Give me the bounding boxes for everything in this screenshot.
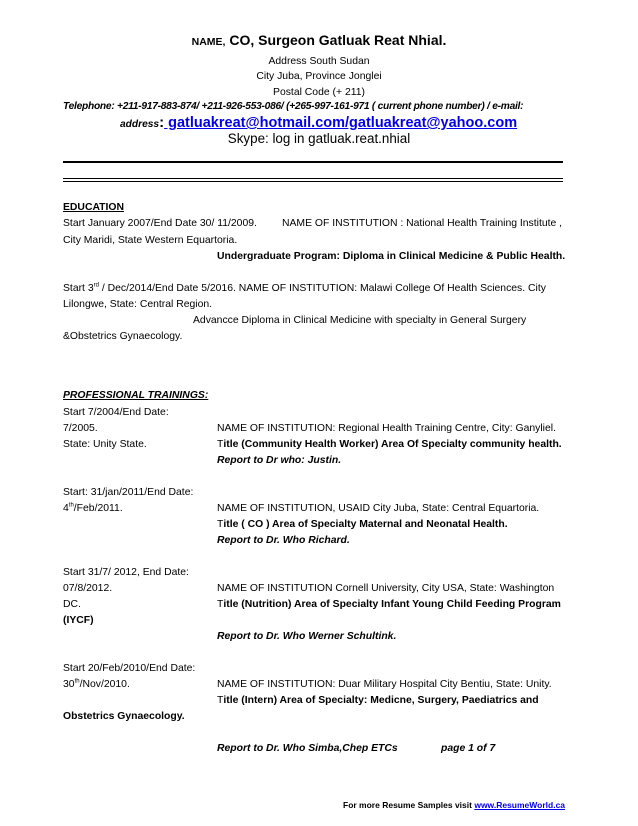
t1-end: 7/2005. bbox=[63, 423, 98, 434]
t2-report: Report to Dr. Who Richard. bbox=[217, 535, 350, 546]
t3-institution: NAME OF INSTITUTION Cornell University, City USA, State: Washington bbox=[217, 583, 555, 594]
footer-text: For more Resume Samples visit bbox=[343, 800, 475, 810]
t4-specialty: Obstetrics Gynaecology. bbox=[63, 711, 185, 722]
edu2-program: Advancce Diploma in Clinical Medicine with specialty in General Surgery bbox=[193, 315, 527, 326]
t3-end: 07/8/2012. bbox=[63, 583, 113, 594]
telephone-line: Telephone: +211-917-883-874/ +211-926-553-086/ (+265-997-161-971 ( current phone number) / e-mail: bbox=[63, 101, 524, 112]
email-link[interactable]: gatluakreat@hotmail.com/gatluakreat@yahoo.com bbox=[164, 115, 518, 131]
resume-name bbox=[0, 32, 638, 51]
t1-report: Report to Dr who: Justin. bbox=[217, 455, 342, 466]
edu2-location: Lilongwe, State: Central Region. bbox=[63, 299, 213, 310]
t1-state: State: Unity State. bbox=[63, 439, 147, 450]
t3-title-initial: T bbox=[217, 599, 224, 610]
edu2-sup: rd bbox=[93, 282, 99, 289]
t4-title-initial: T bbox=[217, 695, 224, 706]
skype-line: Skype: log in gatluak.reat.nhial bbox=[227, 131, 411, 146]
footer-link[interactable]: www.ResumeWorld.ca bbox=[474, 800, 566, 810]
t1-title-initial: T bbox=[217, 439, 224, 450]
address-label: address bbox=[120, 119, 160, 130]
t2-title bbox=[217, 518, 508, 531]
t4-end-day: 30 bbox=[63, 679, 75, 690]
t1-start: Start 7/2004/End Date: bbox=[63, 407, 169, 418]
t3-report: Report to Dr. Who Werner Schultink. bbox=[217, 631, 397, 642]
edu2-start: Start 3 bbox=[63, 283, 94, 294]
t4-end-rest: /Nov/2010. bbox=[79, 679, 130, 690]
t3-title-text: itle (Nutrition) Area of Specialty Infant Young Child Feeding Program bbox=[223, 599, 561, 610]
address-line-3: Postal Code (+ 211) bbox=[273, 87, 365, 98]
trainings-heading: PROFESSIONAL TRAININGS: bbox=[63, 390, 209, 401]
page-number: page 1 of 7 bbox=[441, 743, 496, 754]
t4-end-sup: th bbox=[74, 678, 80, 685]
address-line-1: Address South Sudan bbox=[268, 56, 370, 67]
t2-end bbox=[63, 502, 123, 515]
t2-title-text: itle ( CO ) Area of Specialty Maternal and Neonatal Health. bbox=[223, 519, 508, 530]
t2-end-sup: th bbox=[68, 502, 74, 509]
address-colon: : bbox=[159, 114, 165, 131]
t4-end bbox=[63, 678, 130, 691]
t2-start: Start: 31/jan/2011/End Date: bbox=[63, 487, 194, 498]
edu1-institution: NAME OF INSTITUTION : National Health Training Institute , bbox=[282, 218, 563, 229]
t2-title-initial: T bbox=[217, 519, 224, 530]
edu1-location: City Maridi, State Western Equartoria. bbox=[63, 235, 238, 246]
t4-title-text: itle (Intern) Area of Specialty: Medicne, Surgery, Paediatrics and bbox=[223, 695, 539, 706]
divider-top bbox=[63, 161, 563, 163]
t2-end-day: 4 bbox=[63, 503, 69, 514]
t3-abbrev: (IYCF) bbox=[63, 615, 94, 626]
edu1-dates: Start January 2007/End Date 30/ 11/2009. bbox=[63, 218, 257, 229]
t3-title bbox=[217, 598, 561, 611]
divider-double-1 bbox=[63, 178, 563, 179]
address-line-2: City Juba, Province Jonglei bbox=[256, 71, 382, 82]
t3-start: Start 31/7/ 2012, End Date: bbox=[63, 567, 189, 578]
t1-title bbox=[217, 438, 562, 451]
t1-title-text: itle (Community Health Worker) Area Of Specialty community health. bbox=[223, 439, 562, 450]
footer bbox=[343, 800, 565, 811]
edu1-program: Undergraduate Program: Diploma in Clinical Medicine & Public Health. bbox=[217, 251, 566, 262]
education-heading: EDUCATION bbox=[63, 202, 124, 213]
t1-institution: NAME OF INSTITUTION: Regional Health Training Centre, City: Ganyliel. bbox=[217, 423, 556, 434]
edu2-rest: / Dec/2014/End Date 5/2016. NAME OF INSTITUTION: Malawi College Of Health Sciences. City bbox=[98, 283, 546, 294]
name-value: CO, Surgeon Gatluak Reat Nhial. bbox=[225, 32, 447, 48]
edu2-specialty: &Obstetrics Gynaecology. bbox=[63, 331, 183, 342]
t4-report: Report to Dr. Who Simba,Chep ETCs bbox=[217, 743, 398, 754]
t4-start: Start 20/Feb/2010/End Date: bbox=[63, 663, 196, 674]
t2-end-rest: /Feb/2011. bbox=[73, 503, 123, 514]
t3-state: DC. bbox=[63, 599, 81, 610]
t4-institution: NAME OF INSTITUTION: Duar Military Hospital City Bentiu, State: Unity. bbox=[217, 679, 552, 690]
edu2-line1 bbox=[63, 282, 546, 295]
t4-title bbox=[217, 694, 539, 707]
divider-double-2 bbox=[63, 181, 563, 182]
t2-institution: NAME OF INSTITUTION, USAID City Juba, State: Central Equartoria. bbox=[217, 503, 540, 514]
name-label: NAME, bbox=[191, 36, 226, 48]
